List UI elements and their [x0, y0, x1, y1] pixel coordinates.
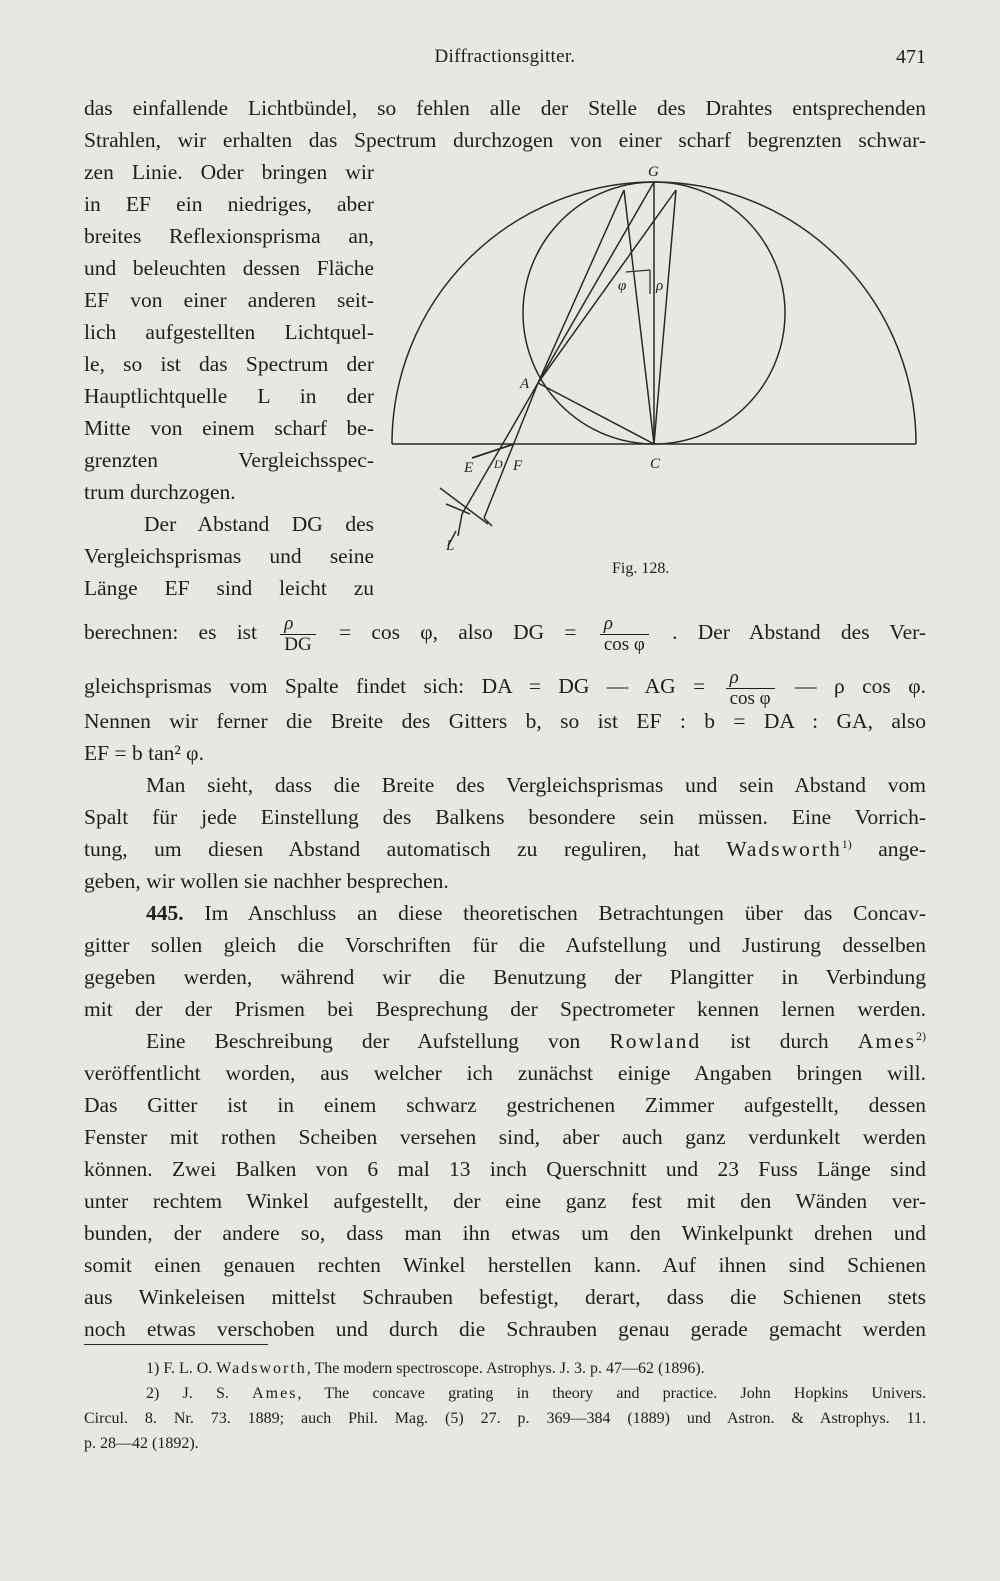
equation-line-1 [84, 610, 926, 656]
section-445-first-line: 445. Im Anschluss an diese theoretischen Betrachtungen über das Concav- [146, 901, 926, 925]
text-line: das einfallende Lichtbündel, so fehlen alle der Stelle des Drahtes entsprechenden [84, 96, 926, 120]
label-A: A [520, 376, 530, 392]
footnote-1: 1) F. L. O. Wadsworth, The modern spectroscope. Astrophys. J. 3. p. 47—62 (1896). [146, 1360, 705, 1377]
text-line: Länge EF sind leicht zu [84, 576, 374, 600]
text-line: können. Zwei Balken von 6 mal 13 inch Querschnitt und 23 Fuss Länge sind [84, 1157, 926, 1181]
text-line: Spalt für jede Einstellung des Balkens besondere sein müssen. Eine Vorrich- [84, 805, 926, 829]
text-line: geben, wir wollen sie nachher besprechen. [84, 869, 449, 893]
text-line: Das Gitter ist in einem schwarz gestrichenen Zimmer aufgestellt, dessen [84, 1093, 926, 1117]
running-title: Diffractionsgitter. [434, 46, 576, 67]
text-line: trum durchzogen. [84, 480, 236, 504]
text-line: mit der der Prismen bei Besprechung der Spectrometer kennen lernen werden. [84, 997, 926, 1021]
text-line: Man sieht, dass die Breite des Vergleichsprismas und sein Abstand vom [146, 773, 926, 797]
text-line: gegeben werden, während wir die Benutzung der Plangitter in Verbindung [84, 965, 926, 989]
text-line: Fenster mit rothen Scheiben versehen sind, aber auch ganz verdunkelt werden [84, 1125, 926, 1149]
label-C: C [650, 456, 661, 472]
text-line: Hauptlichtquelle L in der [84, 384, 374, 408]
eq1-mid: = cos φ, also DG = [338, 620, 577, 644]
text-line: in EF ein niedriges, aber [84, 192, 374, 216]
text-line: breites Reflexionsprisma an, [84, 224, 374, 248]
text-line: veröffentlicht worden, aus welcher ich zunächst einige Angaben bringen will. [84, 1061, 926, 1085]
footnote-ref-1: 1) [841, 836, 852, 851]
text-line: somit einen genauen rechten Winkel herstellen kann. Auf ihnen sind Schienen [84, 1253, 926, 1277]
text-line: und beleuchten dessen Fläche [84, 256, 374, 280]
text-line: Der Abstand DG des [144, 512, 374, 536]
text-line: EF von einer anderen seit- [84, 288, 374, 312]
text-line: aus Winkeleisen mittelst Schrauben befestigt, derart, dass die Schienen stets [84, 1285, 926, 1309]
footnote-2-line-2: Circul. 8. Nr. 73. 1889; auch Phil. Mag. (5) 27. p. 369—384 (1889) und Astron. & Astrophys. 11. [84, 1410, 926, 1427]
footnote-2: 2) J. S. Ames, The concave grating in theory and practice. John Hopkins Univers. [146, 1385, 927, 1402]
text-line: bunden, der andere so, dass man ihn etwas um den Winkelpunkt drehen und [84, 1221, 926, 1245]
text-line: unter rechtem Winkel aufgestellt, der eine ganz fest mit den Wänden ver- [84, 1189, 926, 1213]
fraction-rho-over-cos: $\frac{\rho}{\text{cos φ}}$ [600, 614, 649, 655]
label-rho: ρ [656, 278, 664, 294]
text-line: tung, um diesen Abstand automatisch zu reguliren, hat Wadsworth$^{1)}$ ange- [84, 836, 927, 861]
text-line: lich aufgestellten Lichtquel- [84, 320, 374, 344]
text-line: Nennen wir ferner die Breite des Gitters b, so ist EF : b = DA : GA, also [84, 709, 926, 733]
text-line: EF = b tan² φ. [84, 741, 204, 765]
eq1-pre: berechnen: es ist [84, 620, 258, 644]
label-D: D [494, 457, 503, 471]
figure-caption: Fig. 128. [612, 560, 670, 577]
section-number: 445. [146, 901, 184, 925]
label-phi: φ [618, 278, 627, 294]
text-line: zen Linie. Oder bringen wir [84, 160, 374, 184]
text-line: Mitte von einem scharf be- [84, 416, 374, 440]
text-line: Vergleichsprismas und seine [84, 544, 374, 568]
fraction-rho-over-cos-2: $\frac{\rho}{\text{cos φ}}$ [726, 668, 775, 709]
author-rowland: Rowland [609, 1029, 702, 1053]
text-line: grenzten Vergleichsspec- [84, 448, 374, 472]
fraction-rho-over-dg: $\frac{\rho}{DG}$ [280, 614, 315, 655]
text-line: Strahlen, wir erhalten das Spectrum durchzogen von einer scharf begrenzten schwar- [84, 128, 926, 152]
footnote-ref-2: 2) [916, 1028, 926, 1043]
footnote-rule [84, 1344, 268, 1345]
eq2-pre: gleichsprismas vom Spalte findet sich: DA = DG — AG = [84, 674, 706, 698]
page-number: 471 [896, 46, 926, 68]
author-wadsworth: Wadsworth [726, 837, 842, 861]
label-G: G [648, 164, 659, 180]
label-E: E [464, 460, 474, 476]
running-head [84, 46, 926, 76]
text-line: noch etwas verschoben und durch die Schrauben genau gerade gemacht werden [84, 1317, 926, 1341]
equation-line-2 [84, 664, 926, 710]
text-line: Eine Beschreibung der Aufstellung von Rowland ist durch Ames$^{2)}$ [146, 1028, 926, 1053]
author-ames: Ames [857, 1029, 916, 1053]
label-L: L [446, 538, 455, 554]
footnote-2-line-3: p. 28—42 (1892). [84, 1435, 199, 1452]
figure-128-diagram [380, 164, 930, 596]
eq1-post: . Der Abstand des Ver- [672, 620, 927, 644]
eq2-post: — ρ cos φ. [795, 674, 926, 698]
label-F: F [513, 458, 523, 474]
text-line: gitter sollen gleich die Vorschriften für die Aufstellung und Justirung desselben [84, 933, 926, 957]
text-line: le, so ist das Spectrum der [84, 352, 374, 376]
